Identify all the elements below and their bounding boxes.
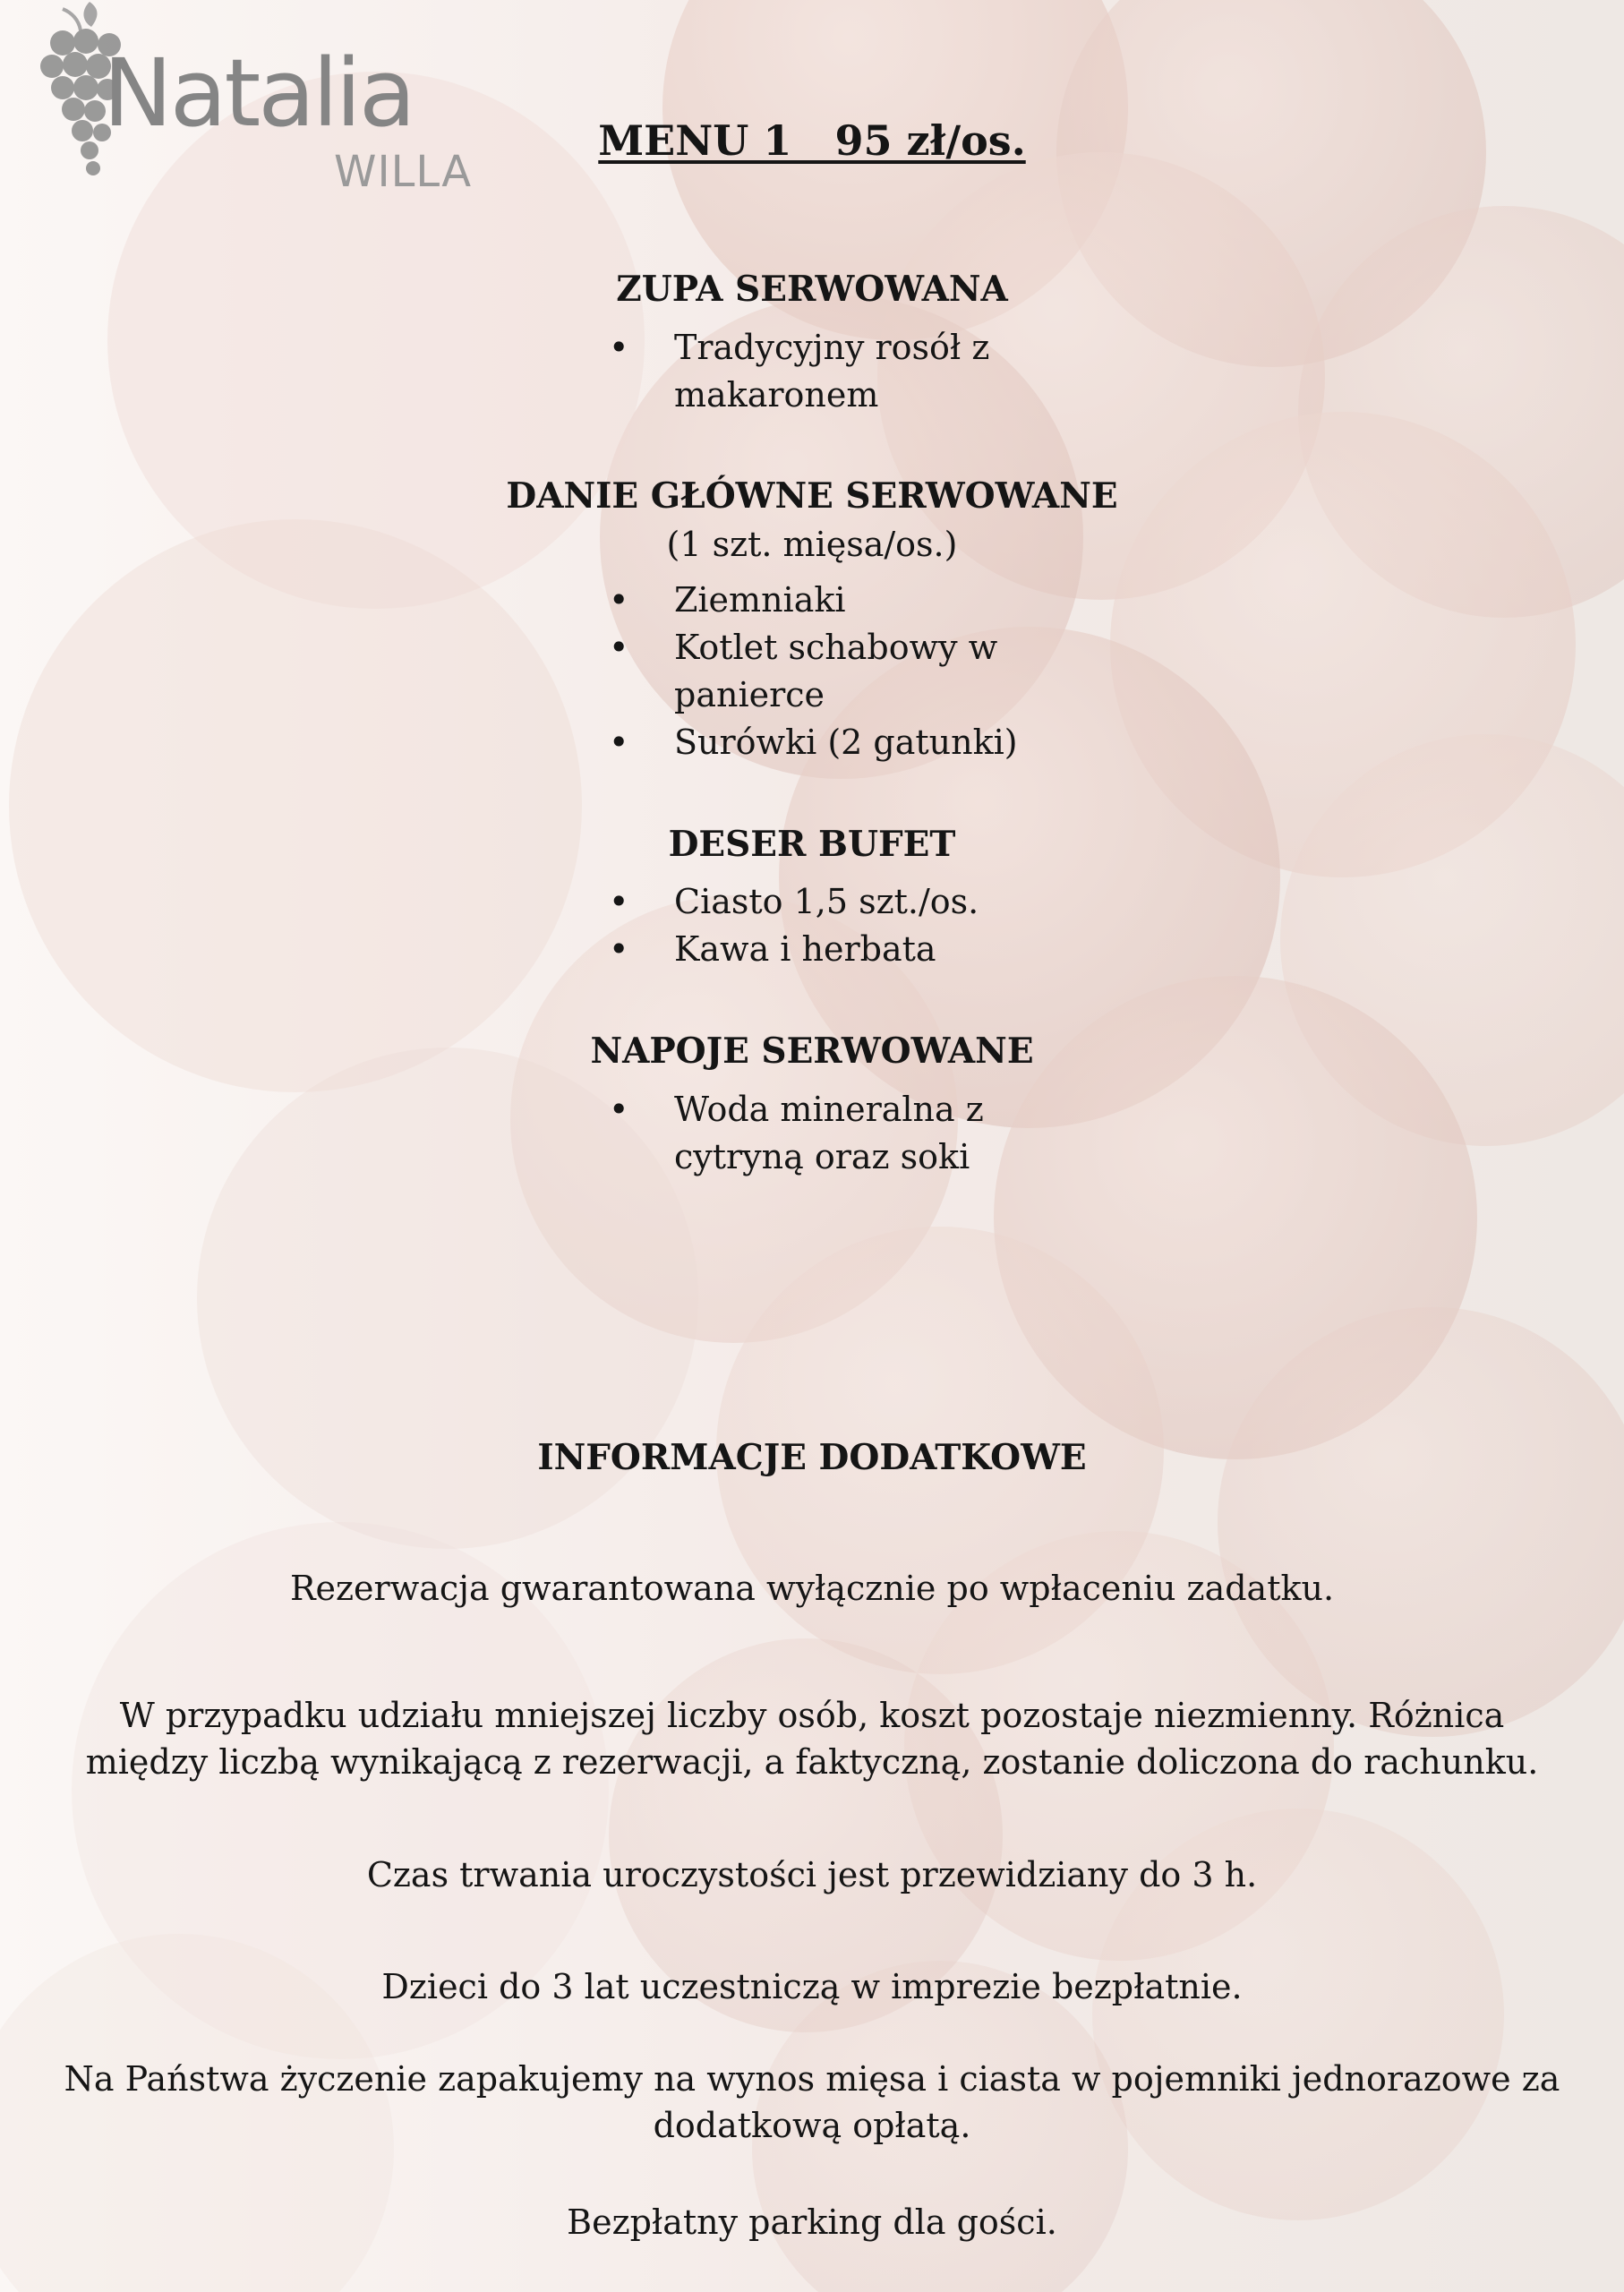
section-note: (1 szt. mięsa/os.) — [666, 525, 958, 564]
info-paragraph: Rezerwacja gwarantowana wyłącznie po wpłaceniu zadatku. — [289, 1569, 1335, 1608]
section-heading: NAPOJE SERWOWANE — [590, 1031, 1034, 1072]
list-item — [609, 324, 1110, 419]
section-heading: DANIE GŁÓWNE SERWOWANE — [506, 475, 1118, 517]
item-text: Kotlet schabowy w panierce — [674, 628, 998, 714]
item-text: Surówki (2 gatunki) — [674, 723, 1018, 762]
logo — [27, 0, 473, 197]
list-item — [609, 1086, 1110, 1181]
section-heading: DESER BUFET — [668, 824, 956, 865]
section-heading: ZUPA SERWOWANA — [616, 269, 1008, 310]
list-item — [609, 926, 1110, 973]
info-paragraph: Na Państwa życzenie zapakujemy na wynos mięsa i ciasta w pojemniki jednorazowe za dodatkową opłatą. — [64, 2059, 1560, 2145]
section-items — [609, 878, 1110, 973]
info-paragraph: Czas trwania uroczystości jest przewidziany do 3 h. — [366, 1855, 1258, 1894]
section-items — [609, 577, 1110, 766]
info-heading: INFORMACJE DODATKOWE — [537, 1437, 1087, 1478]
item-text: Ziemniaki — [674, 580, 846, 620]
section-items — [609, 1086, 1110, 1181]
menu-title: MENU 1 95 zł/os. — [598, 116, 1026, 165]
info-paragraph: Dzieci do 3 lat uczestniczą w imprezie bezpłatnie. — [381, 1967, 1243, 2006]
list-item — [609, 577, 1110, 624]
item-text: Kawa i herbata — [674, 929, 936, 969]
info-paragraph: Bezpłatny parking dla gości. — [567, 2202, 1057, 2242]
logo-subtitle: WILLA — [334, 147, 473, 197]
item-text: Tradycyjny rosół z makaronem — [674, 328, 990, 415]
info-paragraph: W przypadku udziału mniejszej liczby osób, koszt pozostaje niezmienny. Różnica między liczbą wynikającą z rezerwacji, a faktyczną, zostanie doliczona do rachunku. — [85, 1696, 1539, 1782]
item-text: Woda mineralna z cytryną oraz soki — [674, 1090, 984, 1176]
list-item — [609, 624, 1110, 719]
logo-name: Natalia — [103, 38, 414, 148]
list-item — [609, 878, 1110, 926]
list-item — [609, 719, 1110, 766]
item-text: Ciasto 1,5 szt./os. — [674, 882, 979, 921]
section-items — [609, 324, 1110, 419]
